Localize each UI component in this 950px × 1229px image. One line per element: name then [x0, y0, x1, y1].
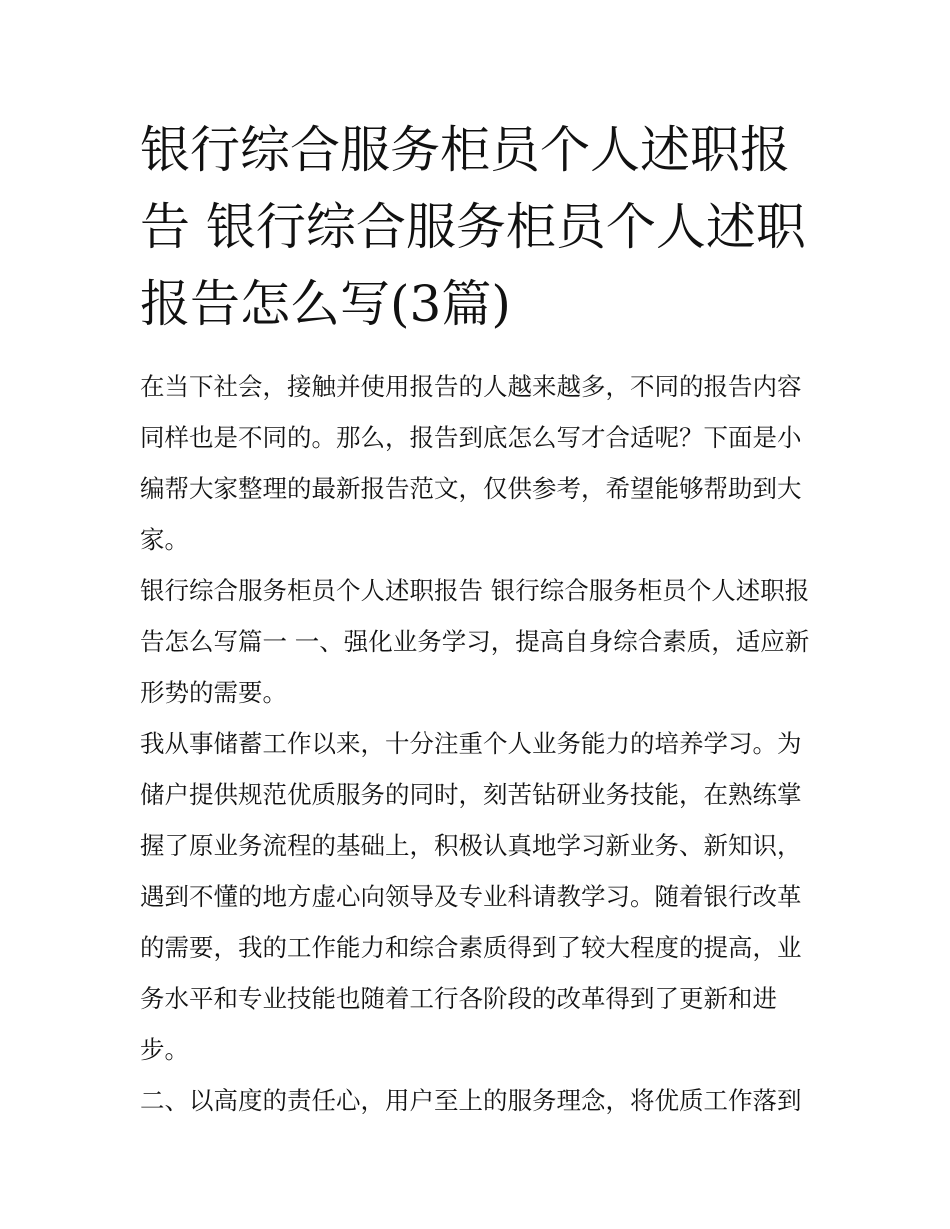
body-paragraph: 我从事储蓄工作以来，十分注重个人业务能力的培养学习。为储户提供规范优质服务的同时，刻苦钻研业务技能，在熟练掌握了原业务流程的基础上，积极认真地学习新业务、新知识，遇到不懂的地方虚心向领导及专业科请教学习。随着银行改革的需要，我的工作能力和综合素质得到了较大程度的提高，业务水平和专业技能也随着工行各阶段的改革得到了更新和进步。 — [140, 729, 802, 1064]
section-two-heading-paragraph: 二、以高度的责任心，用户至上的服务理念，将优质工作落到 — [140, 1086, 802, 1115]
intro-paragraph: 在当下社会，接触并使用报告的人越来越多，不同的报告内容同样也是不同的。那么，报告到底怎么写才合适呢？下面是小编帮大家整理的最新报告范文，仅供参考，希望能够帮助到大家。 — [140, 372, 802, 554]
document-title: 银行综合服务柜员个人述职报告 银行综合服务柜员个人述职报告怎么写(3篇) — [140, 121, 806, 333]
document-page — [140, 112, 820, 1126]
section-one-heading-paragraph: 银行综合服务柜员个人述职报告 银行综合服务柜员个人述职报告怎么写篇一 一、强化业务学习，提高自身综合素质，适应新形势的需要。 — [140, 576, 810, 707]
